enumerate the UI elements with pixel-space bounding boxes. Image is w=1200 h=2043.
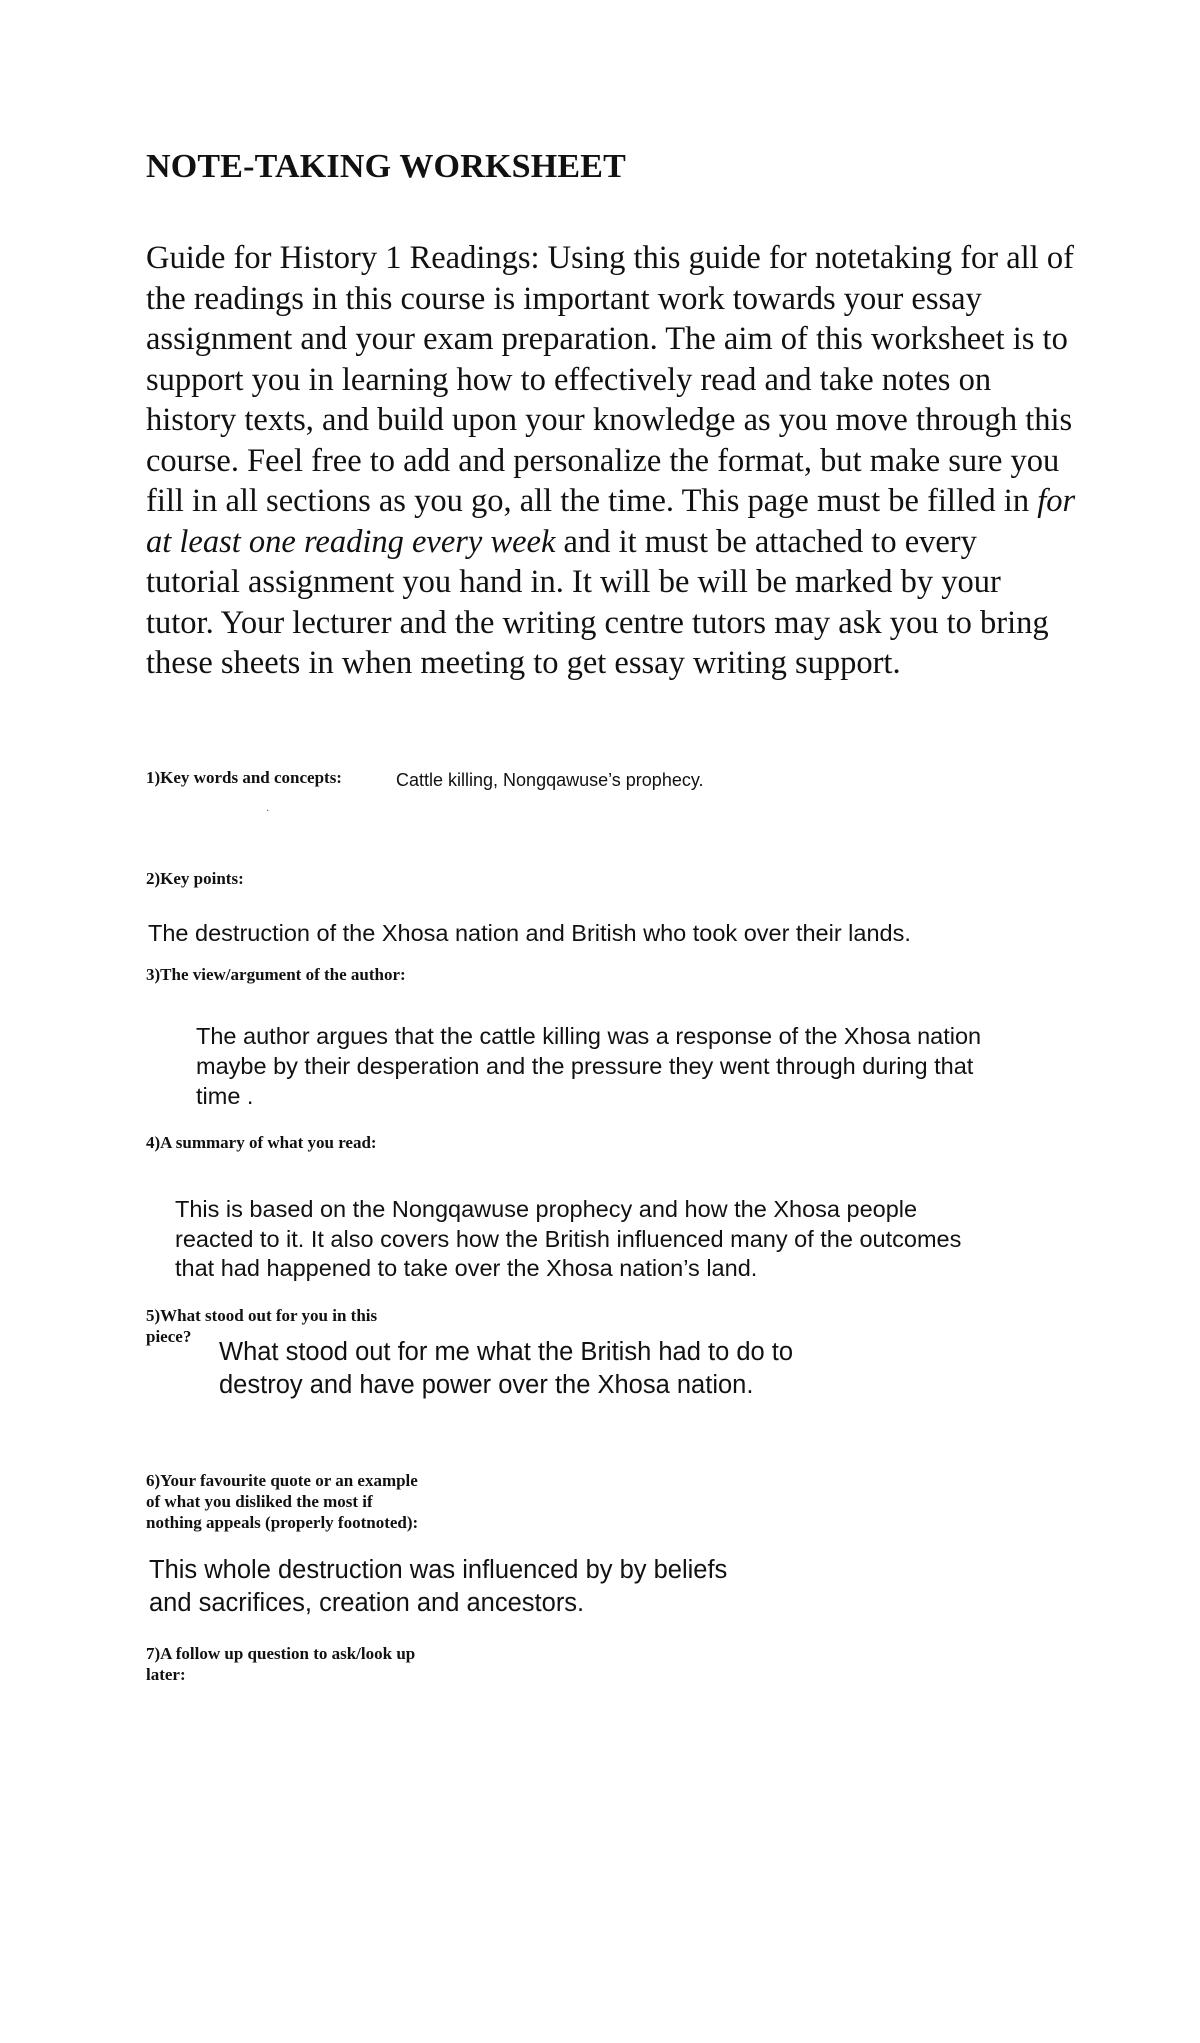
section-6-label — [146, 1470, 506, 1533]
answer-line: time . — [196, 1083, 254, 1109]
label-line: of what you disliked the most if — [146, 1492, 373, 1511]
section-1-label: 1)Key words and concepts: — [146, 768, 342, 787]
label-line: nothing appeals (properly footnoted): — [146, 1513, 419, 1532]
label-line: 7)A follow up question to ask/look up — [146, 1644, 416, 1663]
section-4-answer — [175, 1195, 1075, 1284]
section-3-label: 3)The view/argument of the author: — [146, 965, 406, 984]
section-6-answer — [149, 1554, 849, 1620]
answer-line: maybe by their desperation and the pressure they went through during that — [196, 1053, 974, 1079]
section-5-answer — [219, 1336, 919, 1402]
label-line: 6)Your favourite quote or an example — [146, 1471, 418, 1490]
section-4-label: 4)A summary of what you read: — [146, 1133, 377, 1152]
section-3-answer — [196, 1021, 1096, 1111]
answer-line: destroy and have power over the Xhosa nation. — [219, 1371, 754, 1399]
label-line: later: — [146, 1665, 186, 1684]
answer-line: reacted to it. It also covers how the British influenced many of the outcomes — [175, 1225, 962, 1252]
label-line: 5)What stood out for you in this — [146, 1306, 378, 1325]
section-2-label: 2)Key points: — [146, 869, 244, 888]
answer-line: The author argues that the cattle killing was a response of the Xhosa nation — [196, 1023, 982, 1049]
intro-text-part2: and it must be attached to every tutorial assignment you hand in. It will be will be marked by your tutor. Your lecturer and the writing centre tutors may ask you to bring these sheets in when meeting to get essay writing support. — [146, 523, 1049, 681]
answer-line: This whole destruction was influenced by by beliefs — [149, 1556, 728, 1584]
intro-text-emphasis: for at least one reading every week — [146, 483, 1076, 560]
stray-dot: · — [266, 806, 270, 817]
page-title: NOTE-TAKING WORKSHEET — [146, 148, 626, 185]
intro-paragraph — [146, 238, 1076, 684]
section-2-answer: The destruction of the Xhosa nation and British who took over their lands. — [148, 920, 911, 946]
section-1-answer: Cattle killing, Nongqawuse’s prophecy. — [396, 770, 704, 790]
label-line: piece? — [146, 1327, 192, 1346]
section-7-label — [146, 1643, 486, 1685]
answer-line: What stood out for me what the British had to do to — [219, 1338, 794, 1366]
answer-line: This is based on the Nongqawuse prophecy and how the Xhosa people — [175, 1196, 918, 1222]
intro-text-part1: Guide for History 1 Readings: Using this guide for notetaking for all of the readings in this course is important work towards your essay assignment and your exam preparation. The aim of this worksheet is to support you in learning how to effectively read and take notes on history texts, and build upon your knowledge as you move through this course. Feel free to add and personalize the format, but make sure you fill in all sections as you go, all the time. This page must be filled in — [146, 240, 1074, 519]
answer-line: and sacrifices, creation and ancestors. — [149, 1589, 585, 1617]
answer-line: that had happened to take over the Xhosa nation’s land. — [175, 1255, 758, 1281]
